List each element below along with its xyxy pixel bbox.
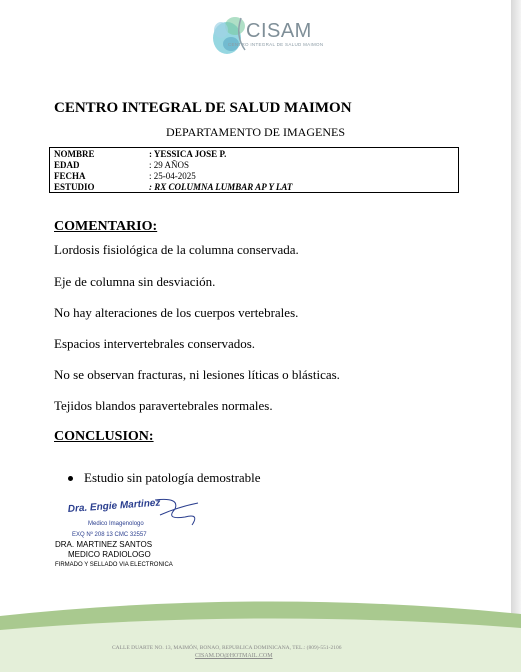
signer-block bbox=[55, 540, 152, 560]
signature-stamp bbox=[60, 495, 210, 540]
stamp-code: EXQ Nº 208 13 CMC 32557 bbox=[72, 532, 147, 538]
comentario-line: No hay alteraciones de los cuerpos vertebrales. bbox=[54, 305, 299, 320]
footer-address: CALLE DUARTE NO. 13, MAIMÓN, BONAO, REPUBLICA DOMINICANA, TEL.: (809)-551-2106 bbox=[112, 645, 342, 651]
signer-title: MEDICO RADIOLOGO bbox=[68, 550, 151, 559]
logo-subtitle: CENTRO INTEGRAL DE SALUD MAIMON bbox=[228, 42, 324, 47]
logo-name: CISAM bbox=[246, 20, 312, 42]
info-value: : YESSICA JOSE P. bbox=[149, 149, 227, 159]
info-label: FECHA bbox=[54, 171, 86, 181]
footer-wave bbox=[0, 596, 521, 672]
comentario-line: Tejidos blandos paravertebrales normales. bbox=[54, 398, 273, 413]
conclusion-heading: CONCLUSION: bbox=[54, 429, 154, 444]
comentario-line: Eje de columna sin desviación. bbox=[54, 274, 216, 289]
signer-name: DRA. MARTINEZ SANTOS bbox=[55, 540, 153, 549]
info-value: : RX COLUMNA LUMBAR AP Y LAT bbox=[149, 182, 293, 192]
comentario-line: Lordosis fisiológica de la columna conservada. bbox=[54, 242, 299, 257]
page-edge-shadow bbox=[511, 0, 521, 672]
stamp-name: Dra. Engie Martinez bbox=[67, 497, 161, 515]
patient-info-box bbox=[49, 147, 459, 193]
department-title: DEPARTAMENTO DE IMAGENES bbox=[166, 125, 345, 139]
page-title: CENTRO INTEGRAL DE SALUD MAIMON bbox=[54, 100, 352, 116]
bullet-icon bbox=[68, 476, 73, 481]
info-label: NOMBRE bbox=[54, 149, 95, 159]
conclusion-text: Estudio sin patología demostrable bbox=[84, 470, 261, 485]
comentario-heading: COMENTARIO: bbox=[54, 219, 158, 234]
stamp-title: Medico Imagenologo bbox=[88, 521, 144, 527]
info-value: : 29 AÑOS bbox=[149, 160, 190, 170]
signature-scribble-icon bbox=[155, 499, 198, 525]
info-label: EDAD bbox=[54, 160, 80, 170]
footer-email[interactable]: CISAM.DO@HOTMAIL.COM bbox=[195, 653, 273, 659]
info-value: : 25-04-2025 bbox=[149, 171, 196, 181]
info-label: ESTUDIO bbox=[54, 182, 95, 192]
comentario-line: Espacios intervertebrales conservados. bbox=[54, 336, 256, 351]
signature-note: FIRMADO Y SELLADO VIA ELECTRONICA bbox=[55, 562, 173, 568]
comentario-line: No se observan fracturas, ni lesiones líticas o blásticas. bbox=[54, 367, 340, 382]
